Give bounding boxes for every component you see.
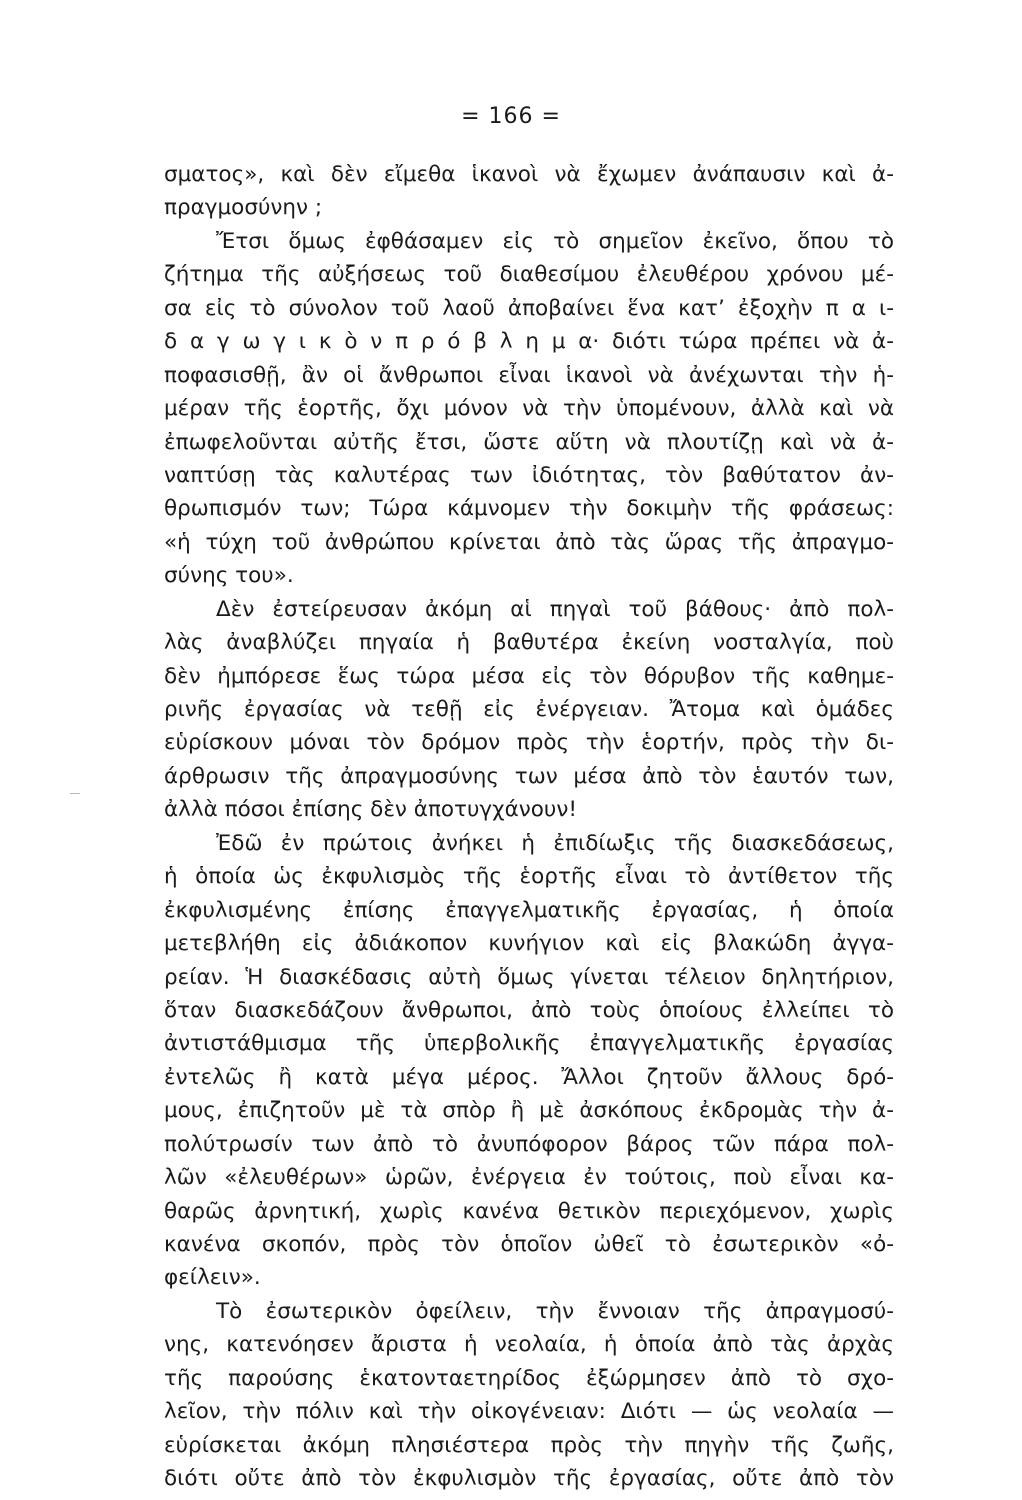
text-line: θαρῶς ἀρνητική, χωρὶς κανένα θετικὸν περιεχόμενον, χωρὶς xyxy=(164,1198,894,1224)
text-line: τῆς παρούσης ἑκατονταετηρίδος ἐξώρμησεν ἀπὸ τὸ σχο- xyxy=(164,1365,894,1391)
text-line: μετεβλήθη εἰς ἀδιάκοπον κυνήγιον καὶ εἰς βλακώδη ἀγγα- xyxy=(164,931,894,957)
text-line: πραγμοσύνην ; xyxy=(164,195,323,221)
text-line: δὲν ἠμπόρεσε ἕως τώρα μέσα εἰς τὸν θόρυβον τῆς καθημε- xyxy=(164,663,894,689)
text-line: λῶν «ἐλευθέρων» ὡρῶν, ἐνέργεια ἐν τούτοις, ποὺ εἶναι κα- xyxy=(164,1165,894,1191)
text-line: φείλειν». xyxy=(164,1265,261,1291)
text-line: σα εἰς τὸ σύνολον τοῦ λαοῦ ἀποβαίνει ἕνα κατ’ ἐξοχὴν π α ι- xyxy=(164,295,894,321)
text-line: σύνης του». xyxy=(164,563,294,589)
text-line: «ἡ τύχη τοῦ ἀνθρώπου κρίνεται ἀπὸ τὰς ὥρας τῆς ἀπραγμο- xyxy=(164,529,894,555)
text-line: ἐντελῶς ἢ κατὰ μέγα μέρος. Ἄλλοι ζητοῦν ἄλλους δρό- xyxy=(164,1064,894,1090)
text-line: δ α γ ω γ ι κ ὸ ν π ρ ό β λ η μ α· διότι τώρα πρέπει νὰ ἀ- xyxy=(164,329,894,355)
text-line: ποφασισθῇ, ἂν οἱ ἄνθρωποι εἶναι ἱκανοὶ νὰ ἀνέχωνται τὴν ἡ- xyxy=(164,362,894,388)
text-line: λεῖον, τὴν πόλιν καὶ τὴν οἰκογένειαν: Διότι — ὡς νεολαία — xyxy=(164,1399,894,1425)
text-line: νης, κατενόησεν ἄριστα ἡ νεολαία, ἡ ὁποία ἀπὸ τὰς ἀρχὰς xyxy=(164,1332,894,1358)
text-line: ρείαν. Ἡ διασκέδασις αὐτὴ ὅμως γίνεται τέλειον δηλητήριον, xyxy=(164,964,894,990)
text-line: μους, ἐπιζητοῦν μὲ τὰ σπὸρ ἢ μὲ ἀσκόπους ἐκδρομὰς τὴν ἀ- xyxy=(164,1098,894,1124)
text-line: πολύτρωσίν των ἀπὸ τὸ ἀνυπόφορον βάρος τῶν πάρα πολ- xyxy=(164,1131,894,1157)
text-line: άρθρωσιν τῆς ἀπραγμοσύνης των μέσα ἀπὸ τὸν ἑαυτόν των, xyxy=(164,763,894,789)
text-line: εὑρίσκεται ἀκόμη πλησιέστερα πρὸς τὴν πηγὴν τῆς ζωῆς, xyxy=(164,1432,894,1458)
text-line: εὑρίσκουν μόναι τὸν δρόμον πρὸς τὴν ἑορτήν, πρὸς τὴν δι- xyxy=(164,730,894,756)
text-line: Ἔτσι ὅμως ἐφθάσαμεν εἰς τὸ σημεῖον ἐκεῖνο, ὅπου τὸ xyxy=(216,228,894,254)
page-number: = 166 = xyxy=(461,104,561,129)
text-line: λὰς ἀναβλύζει πηγαία ἡ βαθυτέρα ἐκείνη νοσταλγία, ποὺ xyxy=(164,630,894,656)
text-line: ὅταν διασκεδάζουν ἄνθρωποι, ἀπὸ τοὺς ὁποίους ἐλλείπει τὸ xyxy=(164,997,894,1023)
text-line: ναπτύσῃ τὰς καλυτέρας των ἰδιότητας, τὸν βαθύτατον ἀν- xyxy=(164,462,894,488)
text-line: κανένα σκοπόν, πρὸς τὸν ὁποῖον ὠθεῖ τὸ ἐσωτερικὸν «ὀ- xyxy=(164,1232,894,1257)
text-line: ἐπωφελοῦνται αὐτῆς ἔτσι, ὥστε αὕτη νὰ πλουτίζῃ καὶ νὰ ἀ- xyxy=(164,429,894,455)
text-line: ἀντιστάθμισμα τῆς ὑπερβολικῆς ἐπαγγελματικῆς ἐργασίας xyxy=(164,1031,894,1057)
text-line: μέραν τῆς ἑορτῆς, ὄχι μόνον νὰ τὴν ὑπομένουν, ἀλλὰ καὶ νὰ xyxy=(164,396,894,422)
text-line: ἡ ὁποία ὡς ἐκφυλισμὸς τῆς ἑορτῆς εἶναι τὸ ἀντίθετον τῆς xyxy=(164,864,894,890)
text-line: Τὸ ἐσωτερικὸν ὀφείλειν, τὴν ἔννοιαν τῆς ἀπραγμοσύ- xyxy=(216,1298,894,1324)
margin-mark xyxy=(70,793,80,794)
text-line: διότι οὔτε ἀπὸ τὸν ἐκφυλισμὸν τῆς ἐργασίας, οὔτε ἀπὸ τὸν xyxy=(164,1466,894,1492)
text-line: σματος», καὶ δὲν εἴμεθα ἱκανοὶ νὰ ἔχωμεν ἀνάπαυσιν καὶ ἀ- xyxy=(164,162,894,187)
text-line: ρινῆς ἐργασίας νὰ τεθῇ εἰς ἐνέργειαν. Ἄτομα καὶ ὁμάδες xyxy=(164,697,894,722)
text-line: θρωπισμόν των; Τώρα κάμνομεν τὴν δοκιμὴν τῆς φράσεως: xyxy=(164,496,894,522)
body-text xyxy=(164,158,894,1496)
text-line: ἀλλὰ πόσοι ἐπίσης δὲν ἀποτυγχάνουν! xyxy=(164,797,577,823)
text-line: ἐκφυλισμένης ἐπίσης ἐπαγγελματικῆς ἐργασίας, ἡ ὁποία xyxy=(164,897,894,923)
text-line: ζήτημα τῆς αὐξήσεως τοῦ διαθεσίμου ἐλευθέρου χρόνου μέ- xyxy=(164,262,894,288)
text-line: Δὲν ἐστείρευσαν ἀκόμη αἱ πηγαὶ τοῦ βάθους· ἀπὸ πολ- xyxy=(216,596,894,622)
text-line: Ἐδῶ ἐν πρώτοις ἀνήκει ἡ ἐπιδίωξις τῆς διασκεδάσεως, xyxy=(216,830,894,856)
